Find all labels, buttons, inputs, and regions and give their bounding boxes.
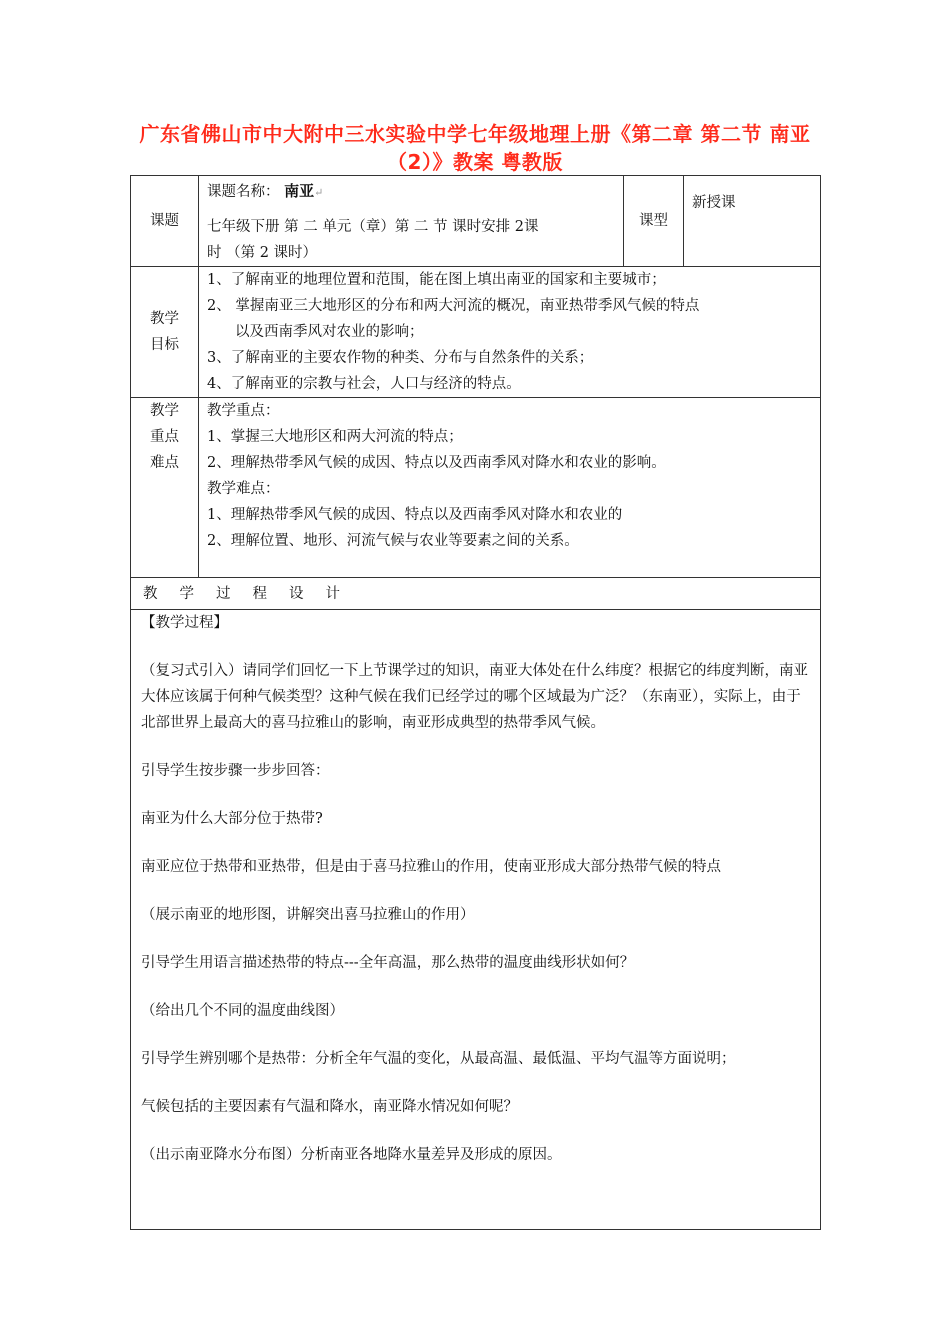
process-content [131,610,821,1230]
type-label-cell [624,176,684,267]
schedule-line-1: 七年级下册 第 二 单元（章）第 二 节 课时安排 2课 [207,219,539,235]
focus-item: 1、掌握三大地形区和两大河流的特点； [207,429,463,445]
difficulty-heading: 教学难点： [207,481,280,497]
objective-item: 2、 掌握南亚三大地形区的分布和两大河流的概况，南亚热带季风气候的特点 [207,298,700,314]
objective-item: 4、了解南亚的宗教与社会，人口与经济的特点。 [207,376,521,392]
process-heading: 【教学过程】 [141,615,228,631]
key-points-label-1: 教学 [150,403,179,419]
objective-item: 1、了解南亚的地理位置和范围，能在图上填出南亚的国家和主要城市； [207,272,666,288]
focus-item: 2、理解热带季风气候的成因、特点以及西南季风对降水和农业的影响。 [207,455,666,471]
process-row [131,610,821,1230]
edit-mark: ↵ [314,186,324,199]
type-value-cell [684,176,821,267]
process-design-cell [131,578,821,610]
topic-line [207,178,617,206]
objectives-label-cell [131,267,199,398]
topic-label-cell [131,176,199,267]
schedule-line-2: 时 （第 2 课时） [207,245,318,261]
topic-name-label: 课题名称： [207,184,280,200]
process-design-row [131,578,821,610]
key-points-content [199,398,821,578]
topic-name: 南亚 [284,182,315,200]
process-paragraph: （给出几个不同的温度曲线图） [141,1003,344,1019]
process-paragraph: 气候包括的主要因素有气温和降水，南亚降水情况如何呢？ [141,1099,518,1115]
process-paragraph: 南亚为什么大部分位于热带? [141,811,323,827]
topic-cell [199,176,624,267]
objectives-row [131,267,821,398]
process-paragraph: （展示南亚的地形图，讲解突出喜马拉雅山的作用） [141,907,475,923]
difficulty-item: 1、理解热带季风气候的成因、特点以及西南季风对降水和农业的 [207,507,623,523]
type-label: 课型 [639,213,668,229]
key-points-label-2: 重点 [150,429,179,445]
process-paragraph: 引导学生辨别哪个是热带：分析全年气温的变化，从最高温、最低温、平均气温等方面说明； [141,1051,736,1067]
key-points-label-3: 难点 [150,455,179,471]
difficulty-item: 2、理解位置、地形、河流气候与农业等要素之间的关系。 [207,533,579,549]
header-row [131,176,821,267]
document-title: 广东省佛山市中大附中三水实验中学七年级地理上册《第二章 第二节 南亚（2）》教案 粤教版 [139,122,811,174]
objective-item: 以及西南季风对农业的影响； [235,324,424,340]
lesson-plan-table [130,175,821,1230]
type-value: 新授课 [692,195,736,211]
process-paragraph: （复习式引入）请同学们回忆一下上节课学过的知识，南亚大体处在什么纬度？根据它的纬度判断，南亚大体应该属于何种气候类型？这种气候在我们已经学过的哪个区域最为广泛？（东南亚），实际上，由于北部世界上最高大的喜马拉雅山的影响，南亚形成典型的热带季风气候。 [141,663,808,731]
focus-heading: 教学重点： [207,403,280,419]
objectives-content [199,267,821,398]
topic-label: 课题 [150,213,179,229]
process-paragraph: 引导学生按步骤一步步回答： [141,763,330,779]
objective-item: 3、了解南亚的主要农作物的种类、分布与自然条件的关系； [207,350,594,366]
key-points-label-cell [131,398,199,578]
process-paragraph: 南亚应位于热带和亚热带，但是由于喜马拉雅山的作用，使南亚形成大部分热带气候的特点 [141,859,721,875]
process-paragraph: （出示南亚降水分布图）分析南亚各地降水量差异及形成的原因。 [141,1147,562,1163]
objectives-label-2: 目标 [150,337,179,353]
key-points-row [131,398,821,578]
objectives-label-1: 教学 [150,311,179,327]
process-paragraph: 引导学生用语言描述热带的特点---全年高温，那么热带的温度曲线形状如何？ [141,955,635,971]
process-design-heading: 教学过程设计 [143,585,362,602]
